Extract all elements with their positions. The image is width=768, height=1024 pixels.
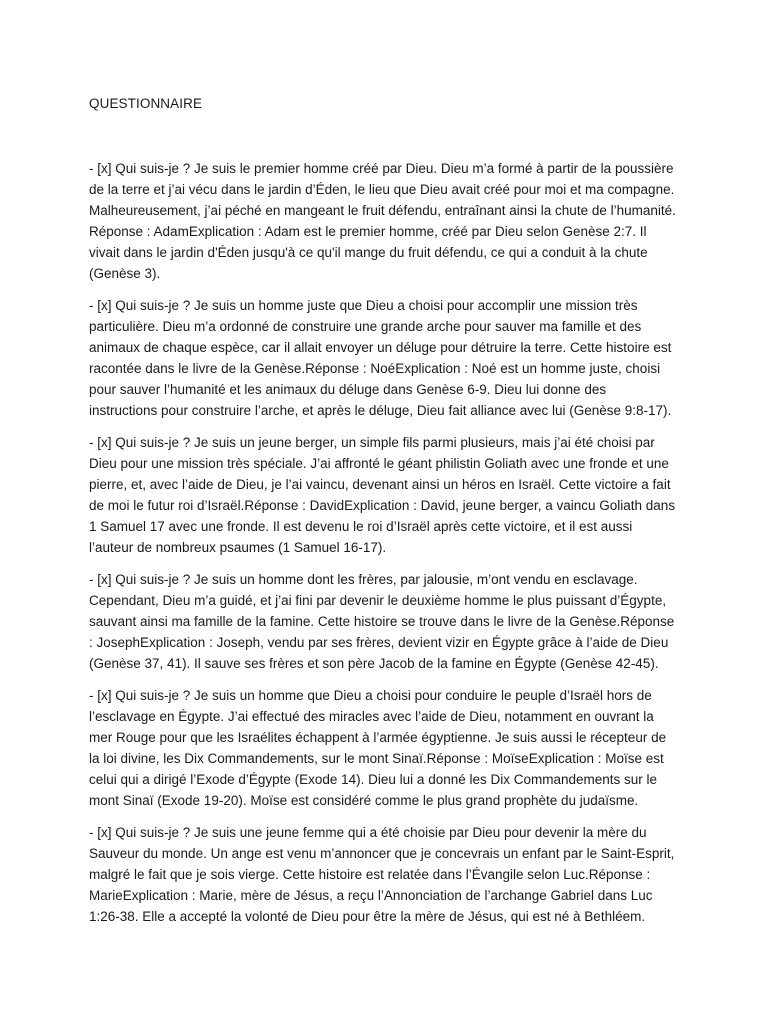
question-list [89, 158, 677, 938]
question-item: - [x] Qui suis-je ? Je suis un homme juste que Dieu a choisi pour accomplir une mission très particulière. Dieu m’a ordonné de construire une grande arche pour sauver ma famille et des animaux de chaque espèce, car il allait envoyer un déluge pour détruire la terre. Cette histoire est racontée dans le livre de la Genèse.Réponse : NoéExplication : Noé est un homme juste, choisi pour sauver l’humanité et les animaux du déluge dans Genèse 6-9. Dieu lui donne des instructions pour construire l’arche, et après le déluge, Dieu fait alliance avec lui (Genèse 9:8-17). [89, 298, 672, 418]
question-item: - [x] Qui suis-je ? Je suis un jeune berger, un simple fils parmi plusieurs, mais j’ai été choisi par Dieu pour une mission très spéciale. J’ai affronté le géant philistin Goliath avec une fronde et une pierre, et, avec l’aide de Dieu, je l’ai vaincu, devenant ainsi un héros en Israël. Cette victoire a fait de moi le futur roi d’Israël.Réponse : DavidExplication : David, jeune berger, a vaincu Goliath dans 1 Samuel 17 avec une fronde. Il est devenu le roi d’Israël après cette victoire, et il est aussi l’auteur de nombreux psaumes (1 Samuel 16-17). [89, 435, 676, 555]
question-item: - [x] Qui suis-je ? Je suis un homme que Dieu a choisi pour conduire le peuple d’Israël hors de l’esclavage en Égypte. J’ai effectué des miracles avec l’aide de Dieu, notamment en ouvrant la mer Rouge pour que les Israélites échappent à l’armée égyptienne. Je suis aussi le récepteur de la loi divine, les Dix Commandements, sur le mont Sinaï.Réponse : MoïseExplication : Moïse est celui qui a dirigé l’Exode d’Égypte (Exode 14). Dieu lui a donné les Dix Commandements sur le mont Sinaï (Exode 19-20). Moïse est considéré comme le plus grand prophète du judaïsme. [89, 688, 667, 808]
question-item: - [x] Qui suis-je ? Je suis un homme dont les frères, par jalousie, m’ont vendu en esclavage. Cependant, Dieu m’a guidé, et j’ai fini par devenir le deuxième homme le plus puissant d’Égypte, sauvant ainsi ma famille de la famine. Cette histoire se trouve dans le livre de la Genèse.Réponse : JosephExplication : Joseph, vendu par ses frères, devient vizir en Égypte grâce à l’aide de Dieu (Genèse 37, 41). Il sauve ses frères et son père Jacob de la famine en Égypte (Genèse 42-45). [89, 572, 675, 671]
question-item: - [x] Qui suis-je ? Je suis une jeune femme qui a été choisie par Dieu pour devenir la mère du Sauveur du monde. Un ange est venu m’annoncer que je concevrais un enfant par le Saint-Esprit, malgré le fait que je sois vierge. Cette histoire est relatée dans l’Évangile selon Luc.Réponse : MarieExplication : Marie, mère de Jésus, a reçu l’Annonciation de l’archange Gabriel dans Luc 1:26-38. Elle a accepté la volonté de Dieu pour être la mère de Jésus, qui est né à Bethléem. [89, 825, 675, 924]
question-item: - [x] Qui suis-je ? Je suis le premier homme créé par Dieu. Dieu m’a formé à partir de la poussière de la terre et j’ai vécu dans le jardin d’Éden, le lieu que Dieu avait créé pour moi et ma compagne. Malheureusement, j’ai péché en mangeant le fruit défendu, entraînant ainsi la chute de l’humanité. Réponse : AdamExplication : Adam est le premier homme, créé par Dieu selon Genèse 2:7. Il vivait dans le jardin d'Éden jusqu'à ce qu'il mange du fruit défendu, ce qui a conduit à la chute (Genèse 3). [89, 161, 676, 281]
document-title: QUESTIONNAIRE [89, 96, 203, 111]
